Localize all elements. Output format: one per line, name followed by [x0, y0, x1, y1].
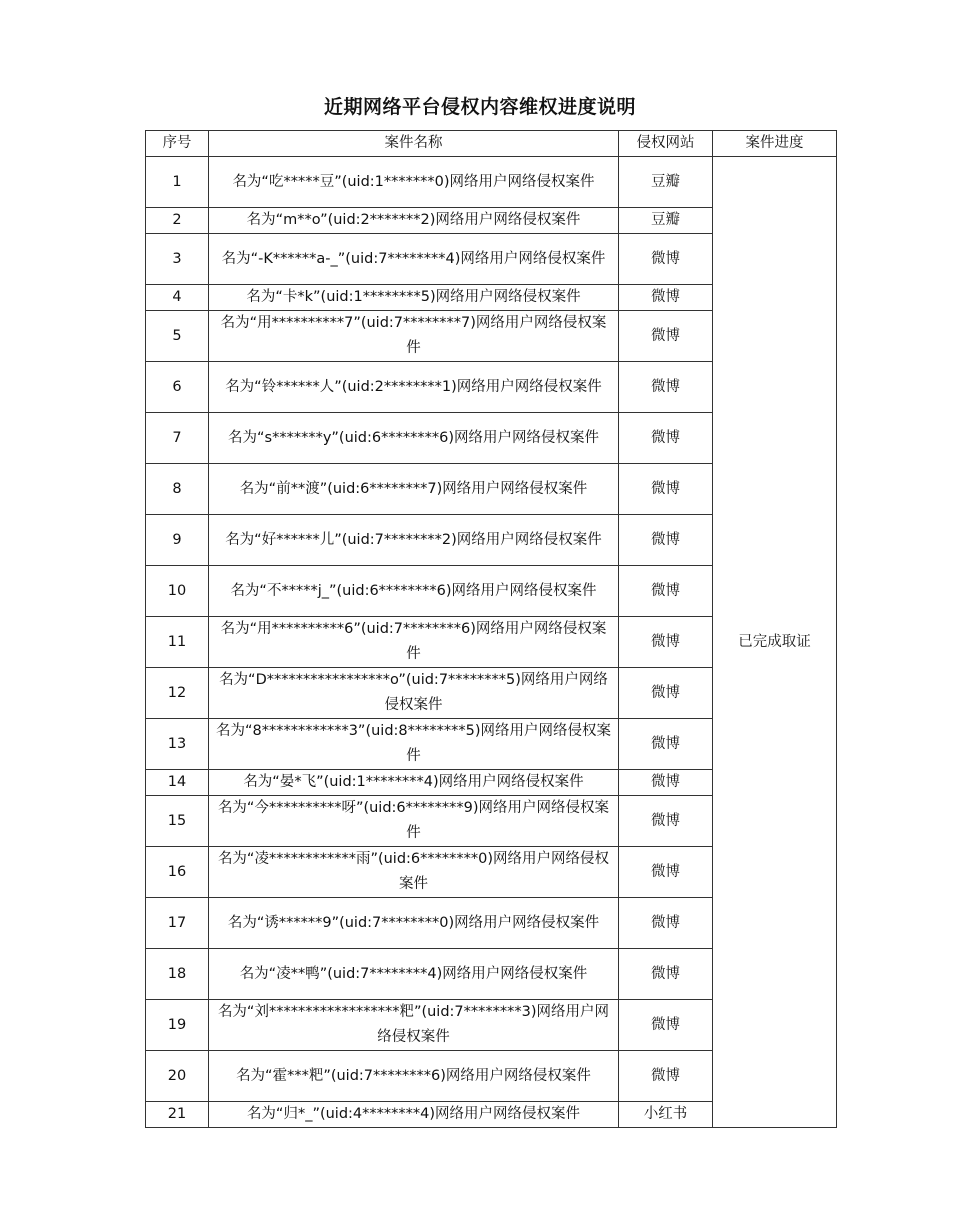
- infringing-site: 微博: [619, 285, 713, 311]
- case-name: 名为“吃*****豆”(uid:1*******0)网络用户网络侵权案件: [209, 157, 619, 208]
- row-number: 9: [146, 515, 209, 566]
- header-case-name: 案件名称: [209, 131, 619, 157]
- case-name: 名为“铃******人”(uid:2********1)网络用户网络侵权案件: [209, 362, 619, 413]
- row-number: 11: [146, 617, 209, 668]
- case-name: 名为“不*****j_”(uid:6********6)网络用户网络侵权案件: [209, 566, 619, 617]
- row-number: 15: [146, 796, 209, 847]
- row-number: 8: [146, 464, 209, 515]
- infringing-site: 微博: [619, 515, 713, 566]
- row-number: 2: [146, 208, 209, 234]
- infringing-site: 微博: [619, 362, 713, 413]
- infringing-site: 微博: [619, 1000, 713, 1051]
- case-name: 名为“-K******a-_”(uid:7********4)网络用户网络侵权案件: [209, 234, 619, 285]
- case-name: 名为“卡*k”(uid:1********5)网络用户网络侵权案件: [209, 285, 619, 311]
- header-progress: 案件进度: [713, 131, 837, 157]
- row-number: 16: [146, 847, 209, 898]
- case-name: 名为“晏*飞”(uid:1********4)网络用户网络侵权案件: [209, 770, 619, 796]
- case-name: 名为“凌************雨”(uid:6********0)网络用户网络侵权案件: [209, 847, 619, 898]
- row-number: 13: [146, 719, 209, 770]
- case-table: [145, 130, 837, 1128]
- row-number: 17: [146, 898, 209, 949]
- case-name: 名为“好******儿”(uid:7********2)网络用户网络侵权案件: [209, 515, 619, 566]
- row-number: 10: [146, 566, 209, 617]
- case-name: 名为“前**渡”(uid:6********7)网络用户网络侵权案件: [209, 464, 619, 515]
- case-name: 名为“m**o”(uid:2*******2)网络用户网络侵权案件: [209, 208, 619, 234]
- case-name: 名为“D*****************o”(uid:7********5)网络用户网络侵权案件: [209, 668, 619, 719]
- infringing-site: 豆瓣: [619, 157, 713, 208]
- infringing-site: 微博: [619, 1051, 713, 1102]
- document-title: 近期网络平台侵权内容维权进度说明: [323, 96, 636, 118]
- row-number: 12: [146, 668, 209, 719]
- case-progress: 已完成取证: [713, 157, 837, 1128]
- row-number: 3: [146, 234, 209, 285]
- row-number: 4: [146, 285, 209, 311]
- case-name: 名为“归*_”(uid:4********4)网络用户网络侵权案件: [209, 1102, 619, 1128]
- case-name: 名为“凌**鸭”(uid:7********4)网络用户网络侵权案件: [209, 949, 619, 1000]
- infringing-site: 微博: [619, 668, 713, 719]
- infringing-site: 微博: [619, 847, 713, 898]
- row-number: 21: [146, 1102, 209, 1128]
- row-number: 5: [146, 311, 209, 362]
- infringing-site: 微博: [619, 719, 713, 770]
- case-name: 名为“今**********呀”(uid:6********9)网络用户网络侵权案件: [209, 796, 619, 847]
- case-name: 名为“用**********6”(uid:7********6)网络用户网络侵权案件: [209, 617, 619, 668]
- infringing-site: 微博: [619, 413, 713, 464]
- row-number: 19: [146, 1000, 209, 1051]
- infringing-site: 微博: [619, 898, 713, 949]
- case-name: 名为“霍***粑”(uid:7********6)网络用户网络侵权案件: [209, 1051, 619, 1102]
- infringing-site: 微博: [619, 770, 713, 796]
- table-header-row: [146, 131, 837, 157]
- infringing-site: 微博: [619, 566, 713, 617]
- infringing-site: 微博: [619, 234, 713, 285]
- row-number: 7: [146, 413, 209, 464]
- row-number: 6: [146, 362, 209, 413]
- infringing-site: 微博: [619, 949, 713, 1000]
- row-number: 20: [146, 1051, 209, 1102]
- case-name: 名为“刘******************粑”(uid:7********3)网络用户网络侵权案件: [209, 1000, 619, 1051]
- header-number: 序号: [146, 131, 209, 157]
- case-name: 名为“s*******y”(uid:6********6)网络用户网络侵权案件: [209, 413, 619, 464]
- infringing-site: 微博: [619, 311, 713, 362]
- header-site: 侵权网站: [619, 131, 713, 157]
- infringing-site: 豆瓣: [619, 208, 713, 234]
- infringing-site: 微博: [619, 464, 713, 515]
- row-number: 1: [146, 157, 209, 208]
- case-name: 名为“诱******9”(uid:7********0)网络用户网络侵权案件: [209, 898, 619, 949]
- case-name: 名为“用**********7”(uid:7********7)网络用户网络侵权案件: [209, 311, 619, 362]
- table-row: [146, 157, 837, 208]
- infringing-site: 微博: [619, 796, 713, 847]
- case-name: 名为“8************3”(uid:8********5)网络用户网络侵权案件: [209, 719, 619, 770]
- row-number: 18: [146, 949, 209, 1000]
- infringing-site: 微博: [619, 617, 713, 668]
- row-number: 14: [146, 770, 209, 796]
- infringing-site: 小红书: [619, 1102, 713, 1128]
